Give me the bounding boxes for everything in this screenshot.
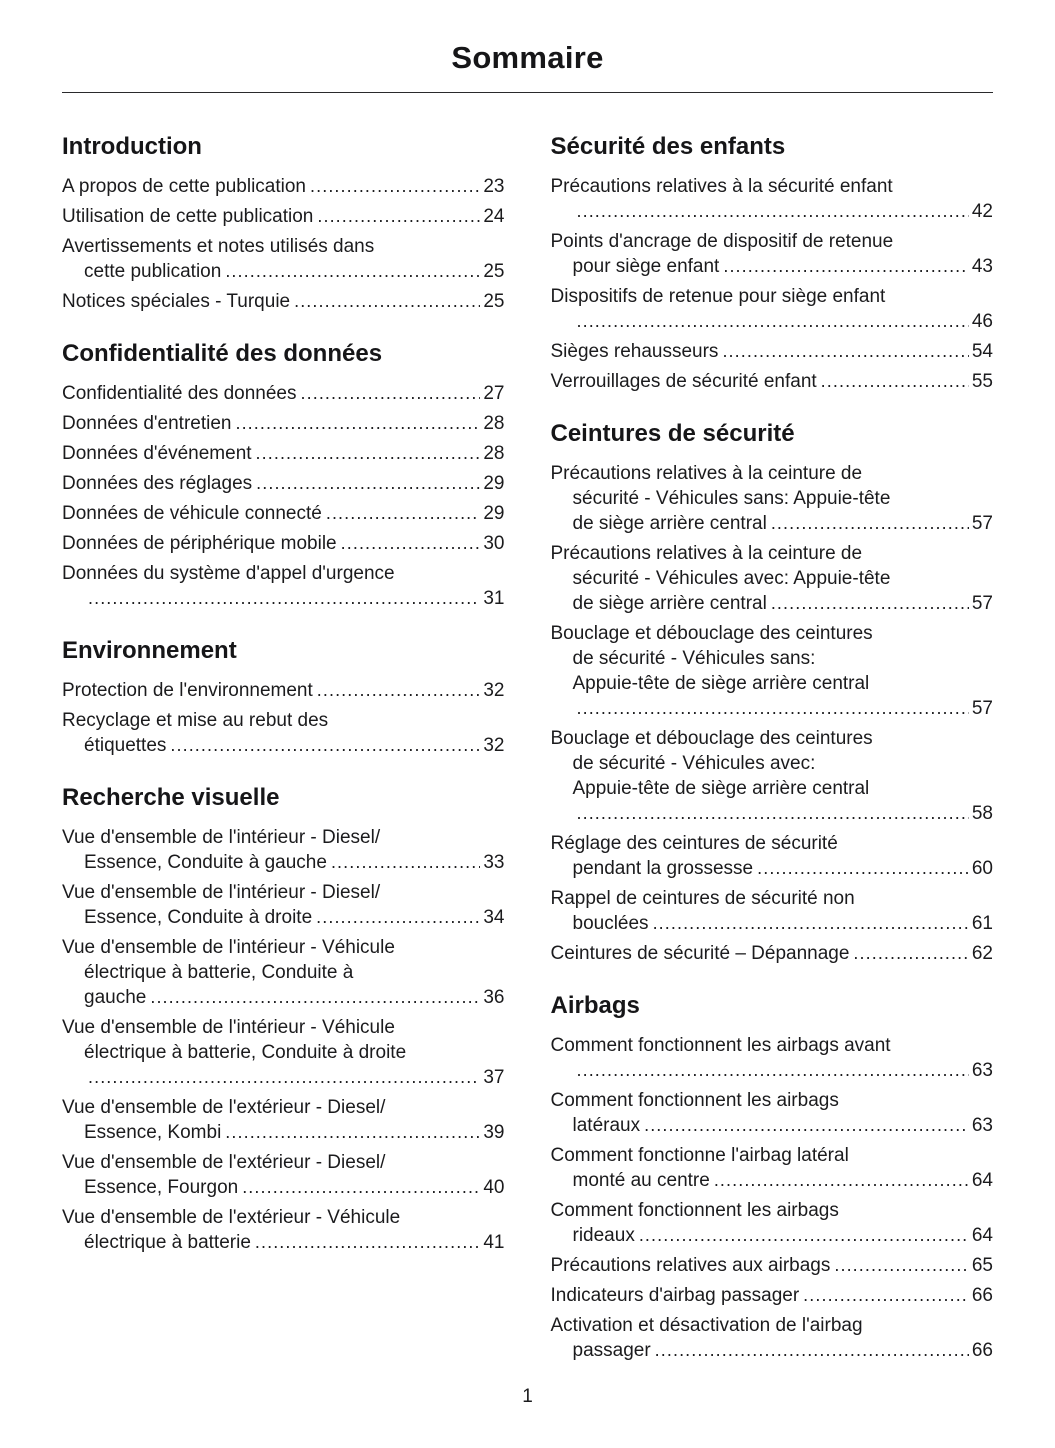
toc-entry — [551, 621, 994, 721]
toc-section — [62, 784, 505, 1255]
dot-leader — [255, 1230, 480, 1255]
toc-section — [62, 340, 505, 611]
entry-page-number: 54 — [971, 341, 993, 362]
dot-leader — [655, 1338, 969, 1363]
entry-page-number: 63 — [971, 1060, 993, 1081]
entry-page-number: 46 — [971, 311, 993, 332]
section-heading: Confidentialité des données — [62, 340, 383, 367]
footer-page-number: 1 — [522, 1386, 533, 1407]
dot-leader — [256, 441, 481, 466]
entry-page-number: 31 — [483, 588, 505, 609]
entry-page-number: 28 — [483, 413, 505, 434]
entry-text: Essence, Conduite à droite — [84, 907, 313, 928]
toc-entry — [62, 234, 505, 284]
toc-entry — [62, 1015, 505, 1090]
entry-text: latéraux — [572, 1115, 641, 1136]
toc-entry — [551, 339, 994, 364]
dot-leader — [242, 1175, 480, 1200]
entry-page-number: 32 — [483, 680, 505, 701]
entry-page-number: 58 — [971, 803, 993, 824]
toc-columns — [62, 133, 993, 1369]
toc-entry — [62, 1150, 505, 1200]
entry-page-number: 37 — [483, 1067, 505, 1088]
entry-text: A propos de cette publication — [62, 176, 307, 197]
toc-entry — [551, 831, 994, 881]
entry-text: Données de véhicule connecté — [62, 503, 322, 524]
section-heading: Sécurité des enfants — [550, 133, 786, 160]
entry-text: gauche — [84, 987, 147, 1008]
toc-entry — [551, 174, 994, 224]
entry-page-number: 60 — [971, 858, 993, 879]
toc-entry — [62, 1205, 505, 1255]
entry-page-number: 28 — [483, 443, 505, 464]
dot-leader — [316, 905, 480, 930]
entry-text: Appuie-tête de siège arrière central — [572, 673, 870, 694]
dot-leader — [771, 511, 969, 536]
section-heading: Environnement — [62, 637, 237, 664]
toc-entry — [551, 1143, 994, 1193]
toc-entry — [62, 678, 505, 703]
toc-entry — [551, 461, 994, 536]
entry-text: Précautions relatives aux airbags — [550, 1255, 831, 1276]
title-divider — [62, 92, 993, 93]
entry-text: Vue d'ensemble de l'extérieur - Véhicule — [62, 1207, 401, 1228]
entry-text: Comment fonctionnent les airbags — [550, 1090, 839, 1111]
toc-entry — [551, 541, 994, 616]
dot-leader — [317, 678, 481, 703]
entry-page-number: 61 — [971, 913, 993, 934]
toc-entry — [62, 441, 505, 466]
toc-entry — [62, 708, 505, 758]
dot-leader — [301, 381, 481, 406]
entry-text: Données d'entretien — [62, 413, 232, 434]
entry-text: Précautions relatives à la ceinture de — [550, 463, 863, 484]
section-heading: Introduction — [62, 133, 202, 160]
toc-entry — [551, 1088, 994, 1138]
entry-page-number: 63 — [971, 1115, 993, 1136]
entry-page-number: 30 — [483, 533, 505, 554]
entry-text: Protection de l'environnement — [62, 680, 313, 701]
entry-text: de siège arrière central — [572, 513, 767, 534]
entry-text: Comment fonctionnent les airbags — [550, 1200, 839, 1221]
entry-text: Verrouillages de sécurité enfant — [550, 371, 817, 392]
entry-text: Vue d'ensemble de l'intérieur - Véhicule — [62, 937, 395, 958]
dot-leader — [577, 696, 969, 721]
entry-page-number: 40 — [483, 1177, 505, 1198]
entry-page-number: 66 — [971, 1285, 993, 1306]
toc-section — [62, 133, 505, 314]
entry-text: Avertissements et notes utilisés dans — [62, 236, 375, 257]
entry-text: rideaux — [572, 1225, 635, 1246]
entry-text: Ceintures de sécurité – Dépannage — [550, 943, 850, 964]
entry-page-number: 25 — [483, 291, 505, 312]
toc-entry — [62, 289, 505, 314]
entry-text: Données des réglages — [62, 473, 253, 494]
entry-text: étiquettes — [84, 735, 167, 756]
toc-column-right — [551, 133, 994, 1369]
entry-text: Rappel de ceintures de sécurité non — [550, 888, 855, 909]
dot-leader — [341, 531, 481, 556]
entry-page-number: 64 — [971, 1225, 993, 1246]
entry-text: Bouclage et débouclage des ceintures — [550, 623, 873, 644]
entry-page-number: 24 — [483, 206, 505, 227]
dot-leader — [310, 174, 480, 199]
dot-leader — [88, 1065, 480, 1090]
dot-leader — [294, 289, 480, 314]
dot-leader — [225, 1120, 480, 1145]
dot-leader — [714, 1168, 969, 1193]
entry-page-number: 27 — [483, 383, 505, 404]
entry-page-number: 57 — [971, 513, 993, 534]
entry-page-number: 32 — [483, 735, 505, 756]
dot-leader — [256, 471, 480, 496]
entry-text: de siège arrière central — [572, 593, 767, 614]
entry-text: Précautions relatives à la sécurité enfant — [550, 176, 893, 197]
entry-text: bouclées — [572, 913, 649, 934]
dot-leader — [644, 1113, 969, 1138]
toc-entry — [551, 886, 994, 936]
section-heading: Ceintures de sécurité — [550, 420, 795, 447]
toc-entry — [62, 471, 505, 496]
entry-text: Vue d'ensemble de l'intérieur - Diesel/ — [62, 882, 381, 903]
entry-page-number: 41 — [483, 1232, 505, 1253]
entry-text: Données d'événement — [62, 443, 252, 464]
toc-entry — [62, 411, 505, 436]
entry-text: Précautions relatives à la ceinture de — [550, 543, 863, 564]
toc-entry — [551, 1313, 994, 1363]
entry-page-number: 57 — [971, 698, 993, 719]
toc-entry — [62, 825, 505, 875]
entry-text: Vue d'ensemble de l'intérieur - Véhicule — [62, 1017, 395, 1038]
toc-entry — [551, 1253, 994, 1278]
entry-page-number: 64 — [971, 1170, 993, 1191]
dot-leader — [577, 199, 969, 224]
toc-entry — [62, 531, 505, 556]
entry-text: Données de périphérique mobile — [62, 533, 337, 554]
toc-entry — [62, 174, 505, 199]
entry-text: électrique à batterie — [84, 1232, 251, 1253]
entry-text: électrique à batterie, Conduite à droite — [84, 1042, 407, 1063]
entry-text: électrique à batterie, Conduite à — [84, 962, 354, 983]
dot-leader — [639, 1223, 969, 1248]
dot-leader — [722, 339, 968, 364]
dot-leader — [577, 801, 969, 826]
dot-leader — [771, 591, 969, 616]
toc-entry — [551, 1198, 994, 1248]
entry-text: pendant la grossesse — [572, 858, 754, 879]
toc-entry — [62, 935, 505, 1010]
toc-entry — [551, 726, 994, 826]
entry-text: Vue d'ensemble de l'extérieur - Diesel/ — [62, 1152, 386, 1173]
section-heading: Airbags — [550, 992, 640, 1019]
dot-leader — [723, 254, 969, 279]
dot-leader — [326, 501, 481, 526]
entry-text: Notices spéciales - Turquie — [62, 291, 291, 312]
dot-leader — [853, 941, 968, 966]
entry-page-number: 42 — [971, 201, 993, 222]
entry-page-number: 36 — [483, 987, 505, 1008]
toc-entry — [62, 561, 505, 611]
entry-page-number: 57 — [971, 593, 993, 614]
toc-entry — [62, 204, 505, 229]
toc-entry — [62, 880, 505, 930]
dot-leader — [834, 1253, 968, 1278]
entry-text: Vue d'ensemble de l'intérieur - Diesel/ — [62, 827, 381, 848]
toc-entry — [551, 941, 994, 966]
dot-leader — [225, 259, 480, 284]
dot-leader — [331, 850, 480, 875]
dot-leader — [235, 411, 480, 436]
entry-text: Données du système d'appel d'urgence — [62, 563, 395, 584]
entry-text: cette publication — [84, 261, 222, 282]
entry-text: Recyclage et mise au rebut des — [62, 710, 329, 731]
toc-entry — [551, 229, 994, 279]
toc-entry — [62, 1095, 505, 1145]
entry-text: Vue d'ensemble de l'extérieur - Diesel/ — [62, 1097, 386, 1118]
entry-text: passager — [572, 1340, 651, 1361]
entry-page-number: 62 — [971, 943, 993, 964]
entry-page-number: 25 — [483, 261, 505, 282]
entry-page-number: 66 — [971, 1340, 993, 1361]
page-title: Sommaire — [451, 40, 604, 75]
toc-section — [551, 420, 994, 966]
dot-leader — [170, 733, 480, 758]
entry-page-number: 34 — [483, 907, 505, 928]
toc-entry — [551, 284, 994, 334]
toc-section — [62, 637, 505, 758]
dot-leader — [577, 1058, 969, 1083]
entry-text: Indicateurs d'airbag passager — [550, 1285, 800, 1306]
toc-entry — [551, 1283, 994, 1308]
entry-page-number: 29 — [483, 503, 505, 524]
entry-text: Comment fonctionne l'airbag latéral — [550, 1145, 849, 1166]
toc-entry — [551, 1033, 994, 1083]
entry-text: Appuie-tête de siège arrière central — [572, 778, 870, 799]
entry-page-number: 55 — [971, 371, 993, 392]
entry-text: Confidentialité des données — [62, 383, 297, 404]
toc-column-left — [62, 133, 505, 1369]
dot-leader — [757, 856, 969, 881]
entry-page-number: 65 — [971, 1255, 993, 1276]
entry-text: sécurité - Véhicules sans: Appuie-tête — [572, 488, 891, 509]
dot-leader — [577, 309, 969, 334]
section-heading: Recherche visuelle — [62, 784, 280, 811]
entry-text: Activation et désactivation de l'airbag — [550, 1315, 863, 1336]
entry-text: de sécurité - Véhicules avec: — [572, 753, 816, 774]
entry-text: Essence, Conduite à gauche — [84, 852, 327, 873]
entry-text: Comment fonctionnent les airbags avant — [550, 1035, 891, 1056]
entry-page-number: 23 — [483, 176, 505, 197]
entry-text: Réglage des ceintures de sécurité — [550, 833, 838, 854]
toc-section — [551, 992, 994, 1363]
entry-text: de sécurité - Véhicules sans: — [572, 648, 816, 669]
entry-text: Dispositifs de retenue pour siège enfant — [550, 286, 886, 307]
entry-text: Utilisation de cette publication — [62, 206, 314, 227]
toc-entry — [62, 381, 505, 406]
dot-leader — [317, 204, 480, 229]
toc-entry — [551, 369, 994, 394]
dot-leader — [803, 1283, 969, 1308]
dot-leader — [653, 911, 969, 936]
entry-text: Essence, Fourgon — [84, 1177, 239, 1198]
entry-page-number: 29 — [483, 473, 505, 494]
entry-page-number: 43 — [971, 256, 993, 277]
entry-text: Sièges rehausseurs — [550, 341, 719, 362]
entry-page-number: 39 — [483, 1122, 505, 1143]
toc-entry — [62, 501, 505, 526]
entry-text: Essence, Kombi — [84, 1122, 222, 1143]
entry-text: monté au centre — [572, 1170, 710, 1191]
entry-page-number: 33 — [483, 852, 505, 873]
dot-leader — [150, 985, 480, 1010]
entry-text: pour siège enfant — [572, 256, 720, 277]
dot-leader — [821, 369, 969, 394]
entry-text: Bouclage et débouclage des ceintures — [550, 728, 873, 749]
entry-text: Points d'ancrage de dispositif de retenue — [550, 231, 894, 252]
dot-leader — [88, 586, 480, 611]
toc-section — [551, 133, 994, 394]
entry-text: sécurité - Véhicules avec: Appuie-tête — [572, 568, 891, 589]
